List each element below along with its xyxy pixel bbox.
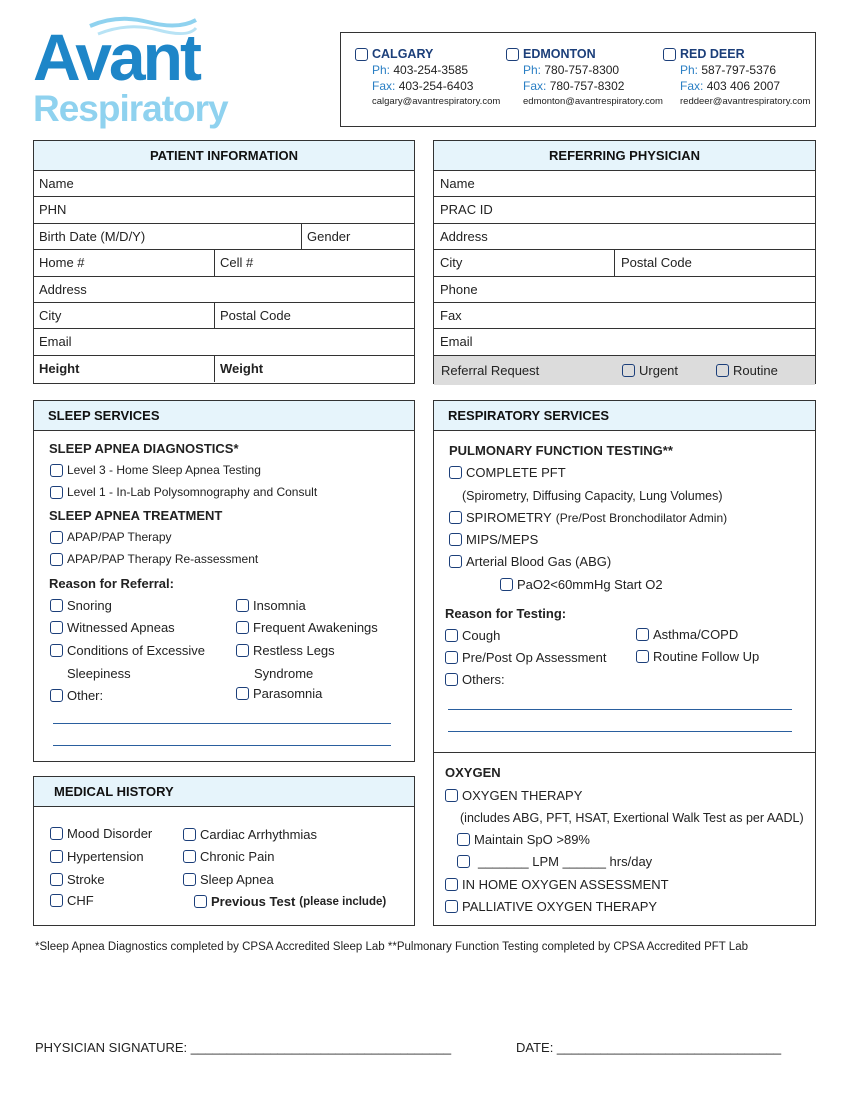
routine-follow-up-option[interactable] <box>636 649 759 664</box>
option-label: IN HOME OXYGEN ASSESSMENT <box>462 877 669 892</box>
checkbox-icon[interactable] <box>50 621 63 634</box>
field-label: Phone <box>440 281 478 297</box>
fax-label: Fax: <box>523 79 547 93</box>
office-fax: 403 406 2007 <box>706 79 781 93</box>
option-label: Conditions of Excessive <box>67 643 206 658</box>
physician-email-field[interactable] <box>434 329 815 355</box>
hypertension-option[interactable] <box>50 849 144 864</box>
field-label: Name <box>440 176 475 191</box>
field-label: Address <box>440 228 488 244</box>
medical-history-title: MEDICAL HISTORY <box>34 777 414 807</box>
apap-reassessment-option[interactable] <box>50 552 258 566</box>
checkbox-icon[interactable] <box>50 599 63 612</box>
option-label: Others: <box>462 672 505 687</box>
patient-address-field[interactable] <box>34 277 414 303</box>
other-reason-line[interactable] <box>53 745 391 746</box>
spirometry-option[interactable] <box>449 510 727 525</box>
option-label: Level 3 - Home Sleep Apnea Testing <box>67 463 261 477</box>
checkbox-icon[interactable] <box>445 900 458 913</box>
checkbox-icon[interactable] <box>445 629 458 642</box>
chf-option[interactable] <box>50 893 94 908</box>
patient-height-weight-row <box>34 356 414 382</box>
pft-title: PULMONARY FUNCTION TESTING** <box>449 443 673 458</box>
office-email: reddeer@avantrespiratory.com <box>680 96 811 107</box>
company-logo <box>33 12 233 129</box>
office-fax: 403-254-6403 <box>398 79 474 93</box>
office-fax: 780-757-8302 <box>549 79 625 93</box>
checkbox-icon[interactable] <box>50 531 63 544</box>
office-city: RED DEER <box>680 47 745 61</box>
phone-label: Ph: <box>523 63 542 77</box>
pre-post-op-option[interactable] <box>445 650 607 665</box>
option-label: Routine <box>733 362 778 378</box>
oxygen-therapy-note: (includes ABG, PFT, HSAT, Exertional Walk Test as per AADL) <box>460 811 804 825</box>
option-label: Witnessed Apneas <box>67 620 175 635</box>
checkbox-icon[interactable] <box>449 533 462 546</box>
respiratory-services-panel <box>433 400 816 926</box>
option-label: Restless Legs <box>253 643 335 658</box>
field-label: Address <box>39 281 87 297</box>
restless-legs-option[interactable] <box>236 643 335 658</box>
abg-option[interactable] <box>449 554 611 569</box>
checkbox-icon[interactable] <box>236 599 249 612</box>
office-phone: 587-797-5376 <box>701 63 777 77</box>
routine-option[interactable] <box>716 363 778 378</box>
checkbox-icon[interactable] <box>449 466 462 479</box>
logo-word-avant: Avant <box>33 20 199 94</box>
option-label: Routine Follow Up <box>653 649 760 664</box>
office-edmonton <box>506 47 663 107</box>
option-label: Parasomnia <box>253 686 323 701</box>
referral-request-label: Referral Request <box>441 362 540 378</box>
field-label: PRAC ID <box>440 202 493 218</box>
sleep-services-panel <box>33 400 415 762</box>
office-locations <box>340 32 816 127</box>
height-field[interactable]: Height <box>39 360 80 376</box>
palliative-oxygen-option[interactable] <box>445 899 657 914</box>
witnessed-apneas-option[interactable] <box>50 620 175 635</box>
field-label: Name <box>39 176 74 191</box>
city-field[interactable]: City <box>440 255 463 271</box>
complete-pft-option[interactable] <box>449 465 566 480</box>
office-email: calgary@avantrespiratory.com <box>372 96 501 107</box>
checkbox-icon[interactable] <box>622 364 635 377</box>
checkbox-icon[interactable] <box>50 553 63 566</box>
office-city: CALGARY <box>372 47 434 61</box>
physician-city-row <box>434 250 815 276</box>
patient-birth-gender-row <box>34 224 414 250</box>
checkbox-red-deer[interactable] <box>663 48 676 61</box>
checkbox-icon[interactable] <box>50 894 63 907</box>
option-label: OXYGEN THERAPY <box>462 788 583 803</box>
physician-signature-field[interactable]: PHYSICIAN SIGNATURE: ____________________________________ <box>35 1040 452 1055</box>
checkbox-icon[interactable] <box>194 895 207 908</box>
city-field[interactable]: City <box>39 307 62 323</box>
patient-info-title: PATIENT INFORMATION <box>34 141 414 171</box>
checkbox-icon[interactable] <box>445 673 458 686</box>
stroke-option[interactable] <box>50 872 105 887</box>
field-label: Email <box>39 334 72 350</box>
checkbox-icon[interactable] <box>50 689 63 702</box>
option-label: COMPLETE PFT <box>466 465 566 480</box>
postal-code-field[interactable]: Postal Code <box>621 255 692 271</box>
option-label: Chronic Pain <box>200 849 275 864</box>
checkbox-icon[interactable] <box>50 464 63 477</box>
oxygen-therapy-option[interactable] <box>445 788 582 803</box>
insomnia-option[interactable] <box>236 598 306 613</box>
referring-physician-panel <box>433 140 816 384</box>
lpm-option[interactable] <box>457 854 652 869</box>
checkbox-icon[interactable] <box>457 833 470 846</box>
patient-name-field[interactable] <box>34 171 414 197</box>
oxygen-title: OXYGEN <box>445 765 501 780</box>
option-label: Previous Test <box>211 894 296 909</box>
patient-phone-row <box>34 250 414 276</box>
birth-date-field[interactable]: Birth Date (M/D/Y) <box>39 228 146 244</box>
option-label: APAP/PAP Therapy Re-assessment <box>67 552 259 566</box>
checkbox-icon[interactable] <box>500 578 513 591</box>
option-label: CHF <box>67 893 94 908</box>
in-home-assessment-option[interactable] <box>445 877 669 892</box>
field-label: Email <box>440 334 473 350</box>
cardiac-arrhythmias-option[interactable] <box>183 827 317 842</box>
sleep-apnea-diagnostics-title: SLEEP APNEA DIAGNOSTICS* <box>49 441 239 456</box>
option-label: Insomnia <box>253 598 306 613</box>
option-label: Mood Disorder <box>67 826 153 841</box>
checkbox-icon[interactable] <box>449 555 462 568</box>
checkbox-icon[interactable] <box>50 644 63 657</box>
pao2-option[interactable] <box>500 577 663 592</box>
option-label: Snoring <box>67 598 112 613</box>
mood-disorder-option[interactable] <box>50 826 152 841</box>
option-label-continued: Sleepiness <box>67 666 131 681</box>
checkbox-icon[interactable] <box>445 651 458 664</box>
sleep-services-title: SLEEP SERVICES <box>34 401 414 431</box>
checkbox-icon[interactable] <box>636 650 649 663</box>
option-label: Maintain SpO >89% <box>474 832 590 847</box>
checkbox-icon[interactable] <box>183 828 196 841</box>
option-label: Arterial Blood Gas (ABG) <box>466 554 612 569</box>
fax-label: Fax: <box>680 79 704 93</box>
option-label: MIPS/MEPS <box>466 532 539 547</box>
option-label: Frequent Awakenings <box>253 620 378 635</box>
physician-fax-field[interactable] <box>434 303 815 329</box>
physician-name-field[interactable] <box>434 171 815 197</box>
sleep-apnea-option[interactable] <box>183 872 274 887</box>
physician-phone-field[interactable] <box>434 277 815 303</box>
fax-label: Fax: <box>372 79 396 93</box>
others-option[interactable] <box>445 672 505 687</box>
physician-title: REFERRING PHYSICIAN <box>434 141 815 171</box>
respiratory-services-title: RESPIRATORY SERVICES <box>434 401 815 431</box>
logo-word-respiratory: Respiratory <box>33 88 228 129</box>
gender-field[interactable]: Gender <box>307 228 351 244</box>
cough-option[interactable] <box>445 628 500 643</box>
option-label: Pre/Post Op Assessment <box>462 650 607 665</box>
level-1-option[interactable] <box>50 485 317 499</box>
phone-label: Ph: <box>680 63 699 77</box>
checkbox-calgary[interactable] <box>355 48 368 61</box>
option-label: Stroke <box>67 872 105 887</box>
office-red-deer <box>663 47 810 107</box>
postal-code-field[interactable]: Postal Code <box>220 307 291 323</box>
level-3-option[interactable] <box>50 463 261 477</box>
checkbox-icon[interactable] <box>50 486 63 499</box>
home-phone-field[interactable]: Home # <box>39 255 85 271</box>
frequent-awakenings-option[interactable] <box>236 620 378 635</box>
option-label: PALLIATIVE OXYGEN THERAPY <box>462 899 658 914</box>
option-label: Other: <box>67 688 104 703</box>
referral-request-row <box>434 356 815 385</box>
option-label: Asthma/COPD <box>653 627 739 642</box>
field-label: Fax <box>440 307 462 323</box>
option-label: Hypertension <box>67 849 144 864</box>
other-reason-line[interactable] <box>448 709 792 710</box>
other-option[interactable] <box>50 688 103 703</box>
option-label: Sleep Apnea <box>200 872 274 887</box>
apap-therapy-option[interactable] <box>50 530 172 544</box>
oxygen-divider <box>434 752 815 753</box>
checkbox-icon[interactable] <box>236 687 249 700</box>
checkbox-icon[interactable] <box>50 873 63 886</box>
parasomnia-option[interactable] <box>236 686 322 701</box>
excessive-sleepiness-option[interactable] <box>50 643 205 658</box>
option-label: PaO2<60mmHg Start O2 <box>517 577 663 592</box>
office-phone: 780-757-8300 <box>544 63 620 77</box>
option-label: _______ LPM ______ hrs/day <box>478 854 653 869</box>
physician-address-field[interactable] <box>434 224 815 250</box>
option-label: APAP/PAP Therapy <box>67 530 172 544</box>
checkbox-icon[interactable] <box>236 621 249 634</box>
maintain-spo-option[interactable] <box>457 832 590 847</box>
snoring-option[interactable] <box>50 598 112 613</box>
option-label: SPIROMETRY <box>466 510 552 525</box>
complete-pft-note: (Spirometry, Diffusing Capacity, Lung Volumes) <box>462 489 723 503</box>
option-label: Cough <box>462 628 501 643</box>
checkbox-edmonton[interactable] <box>506 48 519 61</box>
option-label: Urgent <box>639 362 679 378</box>
spirometry-note: (Pre/Post Bronchodilator Admin) <box>555 510 728 525</box>
patient-email-field[interactable] <box>34 329 414 355</box>
chronic-pain-option[interactable] <box>183 849 274 864</box>
checkbox-icon[interactable] <box>445 878 458 891</box>
prac-id-field[interactable] <box>434 197 815 223</box>
checkbox-icon[interactable] <box>636 628 649 641</box>
checkbox-icon[interactable] <box>449 511 462 524</box>
medical-history-panel <box>33 776 415 926</box>
patient-information-panel <box>33 140 415 384</box>
office-email: edmonton@avantrespiratory.com <box>523 96 663 107</box>
date-field[interactable]: DATE: _______________________________ <box>516 1040 782 1055</box>
checkbox-icon[interactable] <box>457 855 470 868</box>
other-reason-line[interactable] <box>448 731 792 732</box>
accreditation-footnote: *Sleep Apnea Diagnostics completed by CPSA Accredited Sleep Lab **Pulmonary Function Testing completed by CPSA Accredited PFT Lab <box>35 941 748 953</box>
previous-test-option[interactable] <box>194 894 386 909</box>
checkbox-icon[interactable] <box>50 850 63 863</box>
asthma-copd-option[interactable] <box>636 627 738 642</box>
urgent-option[interactable] <box>622 363 678 378</box>
phone-label: Ph: <box>372 63 391 77</box>
patient-phn-field[interactable] <box>34 197 414 223</box>
cell-phone-field[interactable]: Cell # <box>220 255 254 271</box>
reason-for-testing-title: Reason for Testing: <box>445 606 567 621</box>
sleep-apnea-treatment-title: SLEEP APNEA TREATMENT <box>49 508 223 523</box>
checkbox-icon[interactable] <box>445 789 458 802</box>
office-calgary <box>355 47 500 107</box>
checkbox-icon[interactable] <box>716 364 729 377</box>
checkbox-icon[interactable] <box>50 827 63 840</box>
reason-for-referral-title: Reason for Referral: <box>49 576 174 591</box>
checkbox-icon[interactable] <box>236 644 249 657</box>
checkbox-icon[interactable] <box>183 850 196 863</box>
field-label: PHN <box>39 202 67 218</box>
option-label: Cardiac Arrhythmias <box>200 827 318 842</box>
office-phone: 403-254-3585 <box>393 63 469 77</box>
option-label: Level 1 - In-Lab Polysomnography and Consult <box>67 485 318 499</box>
mips-meps-option[interactable] <box>449 532 538 547</box>
checkbox-icon[interactable] <box>183 873 196 886</box>
patient-city-row <box>34 303 414 329</box>
other-reason-line[interactable] <box>53 723 391 724</box>
please-include-note: (please include) <box>299 895 387 908</box>
weight-field[interactable]: Weight <box>220 360 264 376</box>
option-label-continued: Syndrome <box>254 666 314 681</box>
office-city: EDMONTON <box>523 47 596 61</box>
